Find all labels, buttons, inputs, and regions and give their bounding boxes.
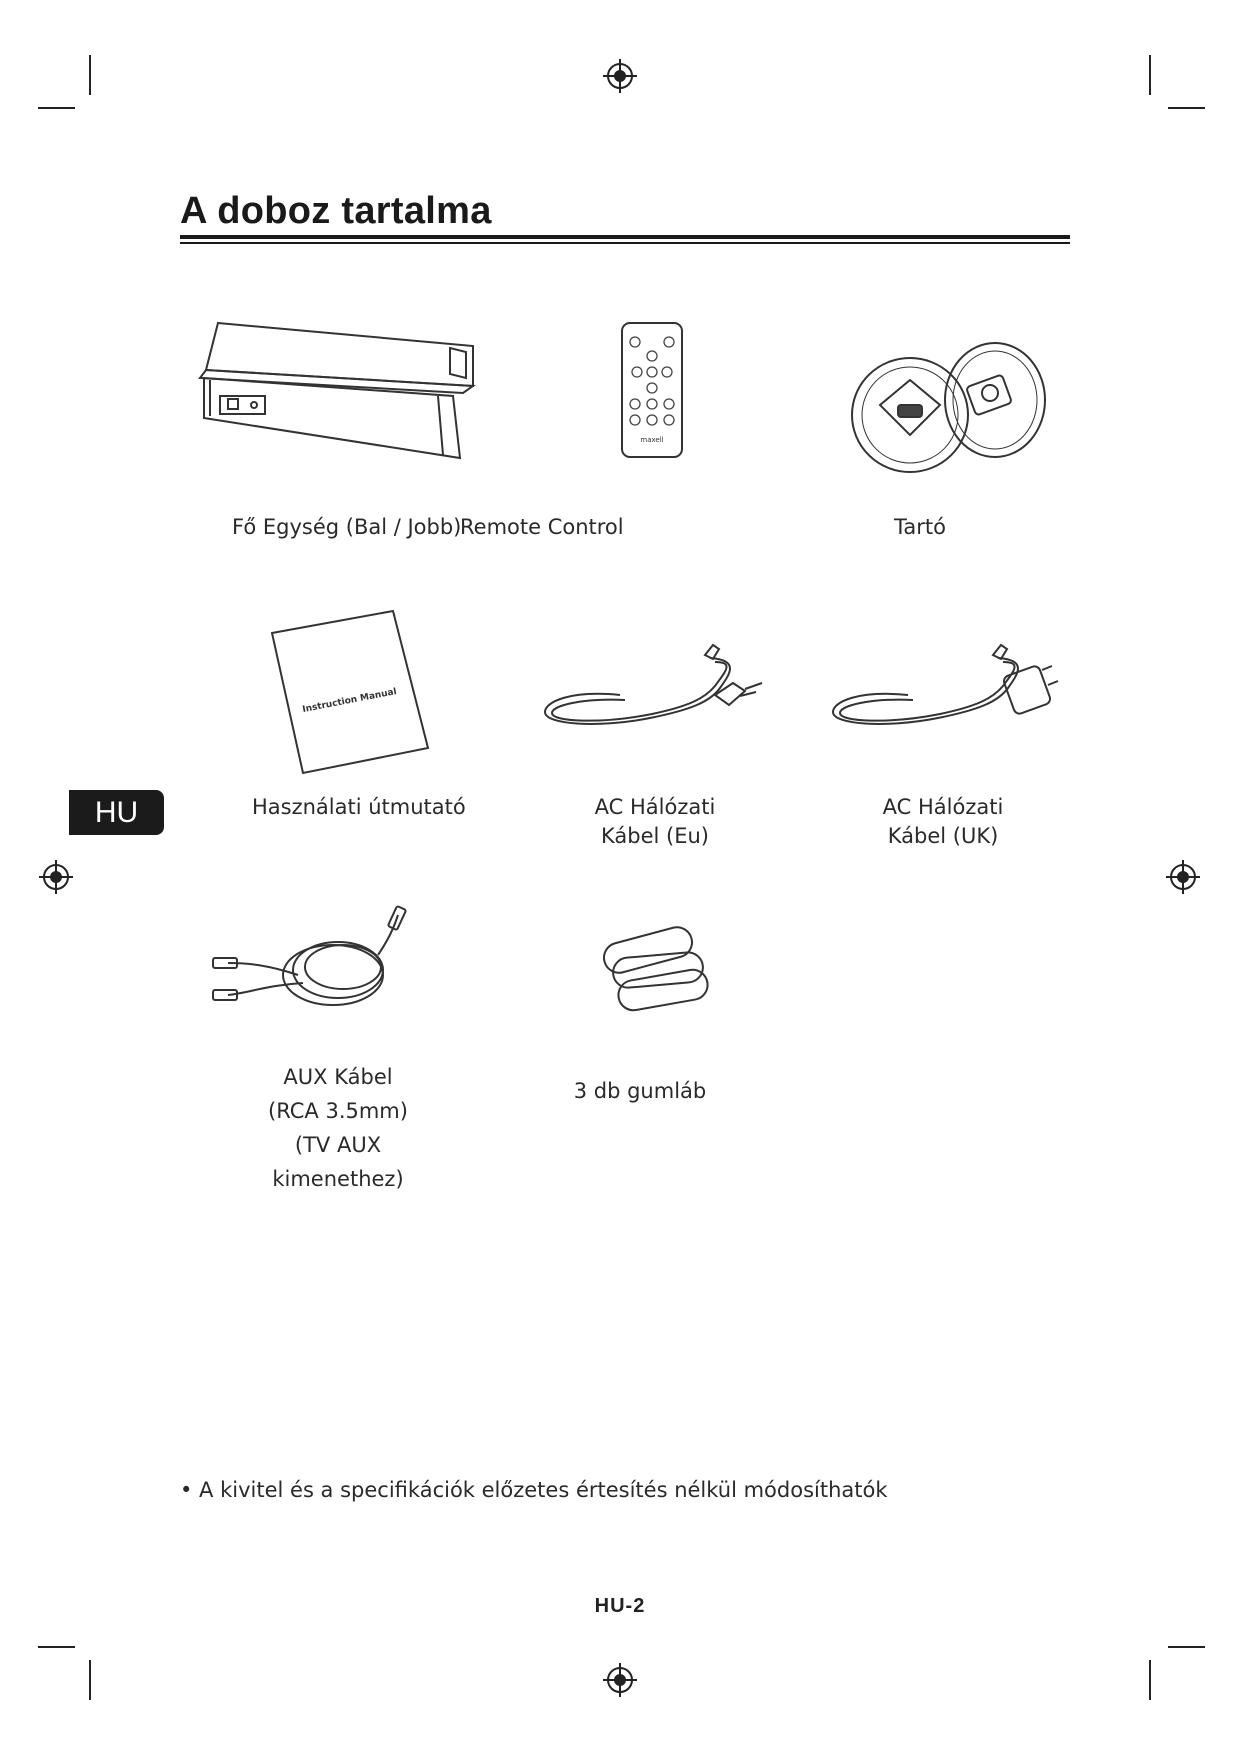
remote-control-icon — [617, 320, 687, 460]
caption-instruction-manual: Használati útmutató — [252, 795, 466, 819]
caption-line: AUX Kábel — [283, 1065, 393, 1089]
caption-bracket: Tartó — [894, 515, 946, 539]
title-rule-thin — [180, 242, 1070, 244]
caption-line: Kábel (UK) — [887, 824, 999, 848]
aux-cable-icon — [208, 905, 438, 1015]
caption-line: AC Hálózati — [594, 795, 716, 819]
language-tab: HU — [69, 790, 164, 835]
remote-brand-label: maxell — [640, 436, 664, 444]
footnote: • A kivitel és a specifikációk előzetes értesítés nélkül módosíthatók — [180, 1478, 888, 1502]
uk-power-cable-icon — [828, 640, 1058, 740]
caption-line: Kábel (Eu) — [601, 824, 709, 848]
wall-mount-bracket-icon — [840, 335, 1050, 475]
caption-ac-cable-eu — [570, 793, 740, 851]
caption-remote-control: Remote Control — [460, 515, 624, 539]
eu-power-cable-icon — [540, 640, 770, 740]
caption-line: (RCA 3.5mm) — [268, 1099, 408, 1123]
rubber-feet-icon — [598, 920, 718, 1020]
caption-rubber-feet: 3 db gumláb — [573, 1079, 707, 1103]
page-title: A doboz tartalma — [180, 190, 492, 232]
registration-target-icon — [600, 56, 640, 96]
page-number: HU-2 — [594, 1595, 646, 1617]
caption-line: (TV AUX kimenethez) — [272, 1133, 404, 1191]
caption-main-unit: Fő Egység (Bal / Jobb) — [232, 515, 462, 539]
title-rule — [180, 235, 1070, 239]
caption-line: AC Hálózati — [882, 795, 1004, 819]
manual-cover-title: Instruction Manual — [301, 686, 398, 716]
instruction-manual-icon — [268, 608, 438, 778]
registration-target-icon — [36, 857, 76, 897]
registration-target-icon — [1163, 857, 1203, 897]
registration-target-icon — [600, 1660, 640, 1700]
soundbar-icon — [198, 318, 478, 458]
caption-aux-cable — [228, 1060, 448, 1196]
caption-ac-cable-uk — [858, 793, 1028, 851]
